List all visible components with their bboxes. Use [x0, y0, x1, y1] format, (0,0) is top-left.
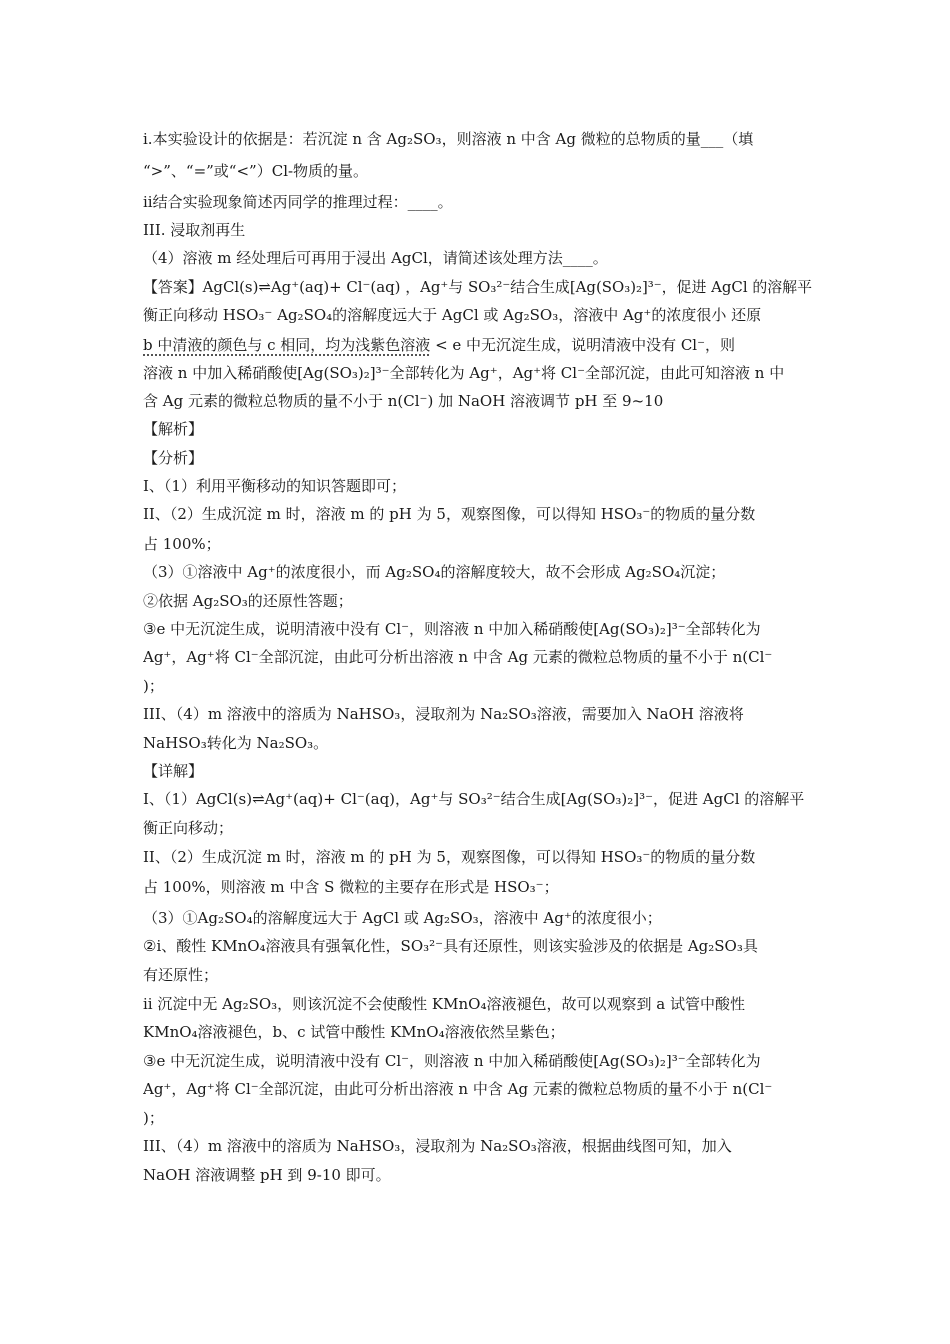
text-line-content: III、（4）m 溶液中的溶质为 NaHSO₃，浸取剂为 Na₂SO₃溶液，需要加入 NaOH 溶液将 [143, 705, 744, 723]
text-line [143, 1164, 812, 1186]
text-line-content: 衡正向移动 HSO₃⁻ Ag₂SO₄的溶解度远大于 AgCl 或 Ag₂SO₃，溶液中 Ag⁺的浓度很小 还原 [143, 306, 762, 324]
text-line-content: 占 100%，则溶液 m 中含 S 微粒的主要存在形式是 HSO₃⁻； [143, 878, 559, 896]
text-line [143, 1078, 812, 1100]
text-line-content: ii结合实验现象简述丙同学的推理过程：____。 [143, 193, 453, 211]
text-line-content: （3）①Ag₂SO₄的溶解度远大于 AgCl 或 Ag₂SO₃，溶液中 Ag⁺的浓度很小； [143, 909, 662, 927]
text-line-content: 有还原性； [143, 966, 219, 984]
text-line [143, 1050, 812, 1072]
text-line [143, 1107, 812, 1129]
text-line-content: （4）溶液 m 经处理后可再用于浸出 AgCl，请简述该处理方法____。 [143, 249, 608, 267]
text-line-content: ③e 中无沉淀生成，说明清液中没有 Cl⁻，则溶液 n 中加入稀硝酸使[Ag(SO₃)₂]³⁻全部转化为 [143, 1052, 761, 1070]
text-line-content: )； [143, 1109, 164, 1127]
emphasized-text: b 中清液的颜色与 c 相同，均为浅紫色溶液 [143, 336, 431, 354]
text-line [143, 817, 812, 839]
text-line [143, 703, 812, 725]
text-line [143, 590, 812, 612]
text-line-content: 占 100%； [143, 535, 221, 553]
text-line [143, 362, 812, 384]
text-line-content: )； [143, 677, 164, 695]
text-line [143, 219, 812, 241]
text-line-content: KMnO₄溶液褪色，b、c 试管中酸性 KMnO₄溶液依然呈紫色； [143, 1023, 565, 1041]
text-line-content: ②依据 Ag₂SO₃的还原性答题； [143, 592, 353, 610]
text-line [143, 304, 812, 326]
text-line [143, 418, 812, 440]
text-line [143, 533, 812, 555]
text-line [143, 276, 812, 298]
text-line [143, 447, 812, 469]
text-line-content: NaOH 溶液调整 pH 到 9-10 即可。 [143, 1166, 391, 1184]
text-line-content: 含 Ag 元素的微粒总物质的量不小于 n(Cl⁻) 加 NaOH 溶液调节 pH 至 9~10 [143, 392, 664, 410]
text-line [143, 964, 812, 986]
text-line [143, 675, 812, 697]
text-line [143, 503, 812, 525]
text-line-content: III、（4）m 溶液中的溶质为 NaHSO₃，浸取剂为 Na₂SO₃溶液，根据曲线图可知，加入 [143, 1137, 732, 1155]
text-line-content: ③e 中无沉淀生成，说明清液中没有 Cl⁻，则溶液 n 中加入稀硝酸使[Ag(SO₃)₂]³⁻全部转化为 [143, 620, 761, 638]
text-line [143, 475, 812, 497]
text-line [143, 788, 812, 810]
text-line-content: 衡正向移动； [143, 819, 234, 837]
text-line-content: III. 浸取剂再生 [143, 221, 246, 239]
text-line-content: 溶液 n 中加入稀硝酸使[Ag(SO₃)₂]³⁻全部转化为 Ag⁺，Ag⁺将 Cl⁻全部沉淀，由此可知溶液 n 中 [143, 364, 785, 382]
text-line [143, 128, 812, 150]
text-line [143, 876, 812, 898]
text-line-content: b 中清液的颜色与 c 相同，均为浅紫色溶液 < e 中无沉淀生成，说明清液中没有 Cl⁻，则 [143, 336, 736, 354]
text-line-content: Ag⁺，Ag⁺将 Cl⁻全部沉淀，由此可分析出溶液 n 中含 Ag 元素的微粒总物质的量不小于 n(Cl⁻ [143, 648, 773, 666]
text-line-content: Ag⁺，Ag⁺将 Cl⁻全部沉淀，由此可分析出溶液 n 中含 Ag 元素的微粒总物质的量不小于 n(Cl⁻ [143, 1080, 773, 1098]
text-line-content: 【解析】 [143, 420, 204, 438]
text-line [143, 1021, 812, 1043]
text-line [143, 732, 812, 754]
text-line [143, 390, 812, 412]
text-line-content: 【详解】 [143, 762, 204, 780]
text-line-content: ②i、酸性 KMnO₄溶液具有强氧化性，SO₃²⁻具有还原性，则该实验涉及的依据是 Ag₂SO₃具 [143, 937, 758, 955]
text-line-content: I、（1）AgCl(s)⇌Ag⁺(aq)+ Cl⁻(aq)，Ag⁺与 SO₃²⁻结合生成[Ag(SO₃)₂]³⁻，促进 AgCl 的溶解平 [143, 790, 805, 808]
text-line-content: （3）①溶液中 Ag⁺的浓度很小，而 Ag₂SO₄的溶解度较大，故不会形成 Ag₂SO₄沉淀； [143, 563, 726, 581]
text-line-content: “>”、“=”或“<”）Cl-物质的量。 [143, 162, 369, 180]
text-line [143, 907, 812, 929]
text-line-content: ii 沉淀中无 Ag₂SO₃，则该沉淀不会使酸性 KMnO₄溶液褪色，故可以观察到 a 试管中酸性 [143, 995, 745, 1013]
text-line-content: II、（2）生成沉淀 m 时，溶液 m 的 pH 为 5，观察图像，可以得知 HSO₃⁻的物质的量分数 [143, 505, 756, 523]
text-line [143, 334, 812, 356]
text-line [143, 846, 812, 868]
text-line-content: i.本实验设计的依据是：若沉淀 n 含 Ag₂SO₃，则溶液 n 中含 Ag 微粒的总物质的量___（填 [143, 130, 754, 148]
text-line [143, 191, 812, 213]
text-line [143, 618, 812, 640]
text-line-content: II、（2）生成沉淀 m 时，溶液 m 的 pH 为 5，观察图像，可以得知 HSO₃⁻的物质的量分数 [143, 848, 756, 866]
text-line [143, 247, 812, 269]
text-line [143, 1135, 812, 1157]
text-line [143, 760, 812, 782]
text-line [143, 935, 812, 957]
text-line-content: NaHSO₃转化为 Na₂SO₃。 [143, 734, 329, 752]
text-line-content: I、（1）利用平衡移动的知识答题即可； [143, 477, 406, 495]
text-line [143, 561, 812, 583]
text-line [143, 993, 812, 1015]
text-line [143, 160, 812, 182]
text-line-content: 【答案】AgCl(s)⇌Ag⁺(aq)+ Cl⁻(aq) ，Ag⁺与 SO₃²⁻结合生成[Ag(SO₃)₂]³⁻，促进 AgCl 的溶解平 [143, 278, 812, 296]
text-line [143, 646, 812, 668]
text-line-content: 【分析】 [143, 449, 204, 467]
